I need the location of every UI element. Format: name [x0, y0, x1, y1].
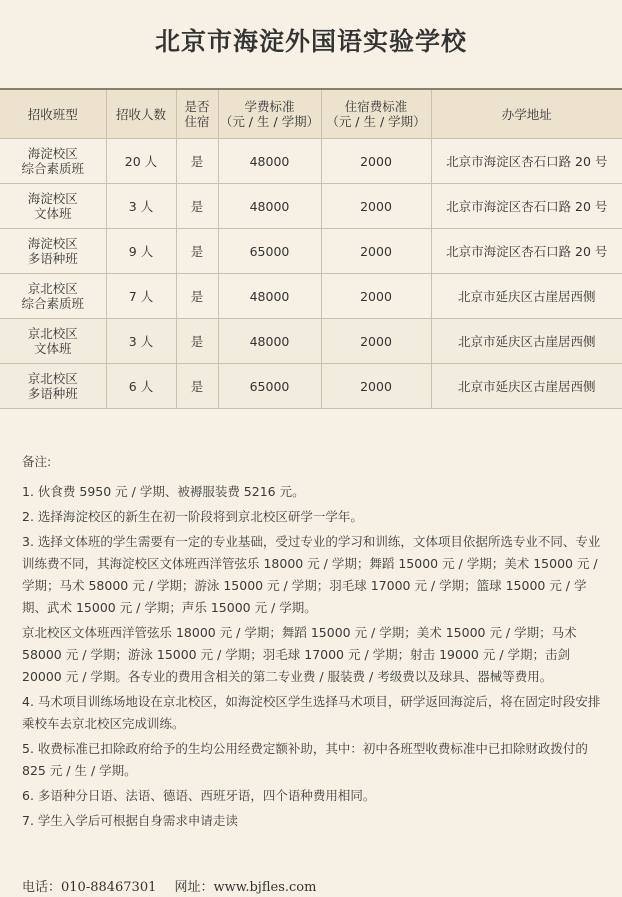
note-item: 3. 选择文体班的学生需要有一定的专业基础，受过专业的学习和训练，文体项目依据所选专业不同、专业训练费不同，其海淀校区文体班西洋管弦乐 18000 元 / 学期；舞蹈 15000 元 / 学期；美术 15000 元 / 学期；马术 58000 元 / 学期；游泳 15000 元 / 学期；羽毛球 17000 元 / 学期；篮球 15000 元 / 学期、武术 15000 元 / 学期；声乐 15000 元 / 学期。	[22, 534, 601, 615]
cell-address: 北京市延庆区古崖居西侧	[431, 274, 622, 319]
cell-address: 北京市延庆区古崖居西侧	[431, 319, 622, 364]
cell-class-type: 京北校区 综合素质班	[0, 274, 106, 319]
cell-address: 北京市海淀区杏石口路 20 号	[431, 139, 622, 184]
header-boarding: 是否 住宿	[176, 89, 218, 139]
cell-class-type: 海淀校区 多语种班	[0, 229, 106, 274]
phone-number: 电话：010-88467301	[22, 880, 157, 895]
cell-count: 7 人	[106, 274, 176, 319]
header-tuition: 学费标准 （元 / 生 / 学期）	[218, 89, 321, 139]
cell-dorm-fee: 2000	[321, 364, 431, 409]
cell-class-type: 海淀校区 综合素质班	[0, 139, 106, 184]
notes-label: 备注:	[22, 454, 52, 469]
cell-address: 北京市海淀区杏石口路 20 号	[431, 229, 622, 274]
notes-section	[22, 451, 602, 835]
header-enrollment: 招收人数	[106, 89, 176, 139]
table-header-row	[0, 89, 622, 139]
cell-dorm-fee: 2000	[321, 274, 431, 319]
cell-boarding: 是	[176, 364, 218, 409]
cell-dorm-fee: 2000	[321, 319, 431, 364]
cell-class-type: 京北校区 文体班	[0, 319, 106, 364]
table-row	[0, 319, 622, 364]
cell-dorm-fee: 2000	[321, 139, 431, 184]
header-address: 办学地址	[431, 89, 622, 139]
cell-dorm-fee: 2000	[321, 229, 431, 274]
cell-count: 3 人	[106, 319, 176, 364]
cell-address: 北京市延庆区古崖居西侧	[431, 364, 622, 409]
table-row	[0, 184, 622, 229]
cell-boarding: 是	[176, 319, 218, 364]
note-item: 4. 马术项目训练场地设在京北校区，如海淀校区学生选择马术项目，研学返回海淀后，将在固定时段安排乘校车去京北校区完成训练。	[22, 694, 601, 731]
note-item: 5. 收费标准已扣除政府给予的生均公用经费定额补助，其中：初中各班型收费标准中已扣除财政拨付的 825 元 / 生 / 学期。	[22, 741, 588, 778]
cell-count: 6 人	[106, 364, 176, 409]
cell-boarding: 是	[176, 274, 218, 319]
cell-count: 20 人	[106, 139, 176, 184]
cell-class-type: 海淀校区 文体班	[0, 184, 106, 229]
cell-address: 北京市海淀区杏石口路 20 号	[431, 184, 622, 229]
contact-footer	[22, 876, 330, 895]
cell-count: 9 人	[106, 229, 176, 274]
cell-boarding: 是	[176, 184, 218, 229]
cell-tuition: 65000	[218, 364, 321, 409]
table-row	[0, 364, 622, 409]
cell-boarding: 是	[176, 139, 218, 184]
note-item: 7. 学生入学后可根据自身需求申请走读	[22, 813, 238, 828]
cell-tuition: 48000	[218, 139, 321, 184]
cell-tuition: 48000	[218, 319, 321, 364]
cell-class-type: 京北校区 多语种班	[0, 364, 106, 409]
note-item: 1. 伙食费 5950 元 / 学期、被褥服装费 5216 元。	[22, 484, 305, 499]
fee-table	[0, 88, 622, 409]
cell-tuition: 48000	[218, 184, 321, 229]
cell-dorm-fee: 2000	[321, 184, 431, 229]
cell-count: 3 人	[106, 184, 176, 229]
cell-boarding: 是	[176, 229, 218, 274]
table-row	[0, 229, 622, 274]
table-row	[0, 139, 622, 184]
header-dorm-fee: 住宿费标准 （元 / 生 / 学期）	[321, 89, 431, 139]
page-title: 北京市海淀外国语实验学校	[154, 27, 467, 56]
website-url: 网址：www.bjfles.com	[174, 880, 317, 895]
table-row	[0, 274, 622, 319]
note-item: 京北校区文体班西洋管弦乐 18000 元 / 学期；舞蹈 15000 元 / 学期；美术 15000 元 / 学期；马术 58000 元 / 学期；游泳 15000 元 / 学期；羽毛球 17000 元 / 学期；射击 19000 元 / 学期；击剑 20000 元 / 学期。各专业的费用含相关的第二专业费 / 服装费 / 考级费以及球具、器械等费用。	[22, 625, 577, 684]
cell-tuition: 65000	[218, 229, 321, 274]
note-item: 2. 选择海淀校区的新生在初一阶段将到京北校区研学一学年。	[22, 509, 363, 524]
note-item: 6. 多语种分日语、法语、德语、西班牙语，四个语种费用相同。	[22, 788, 376, 803]
cell-tuition: 48000	[218, 274, 321, 319]
header-class-type: 招收班型	[0, 89, 106, 139]
